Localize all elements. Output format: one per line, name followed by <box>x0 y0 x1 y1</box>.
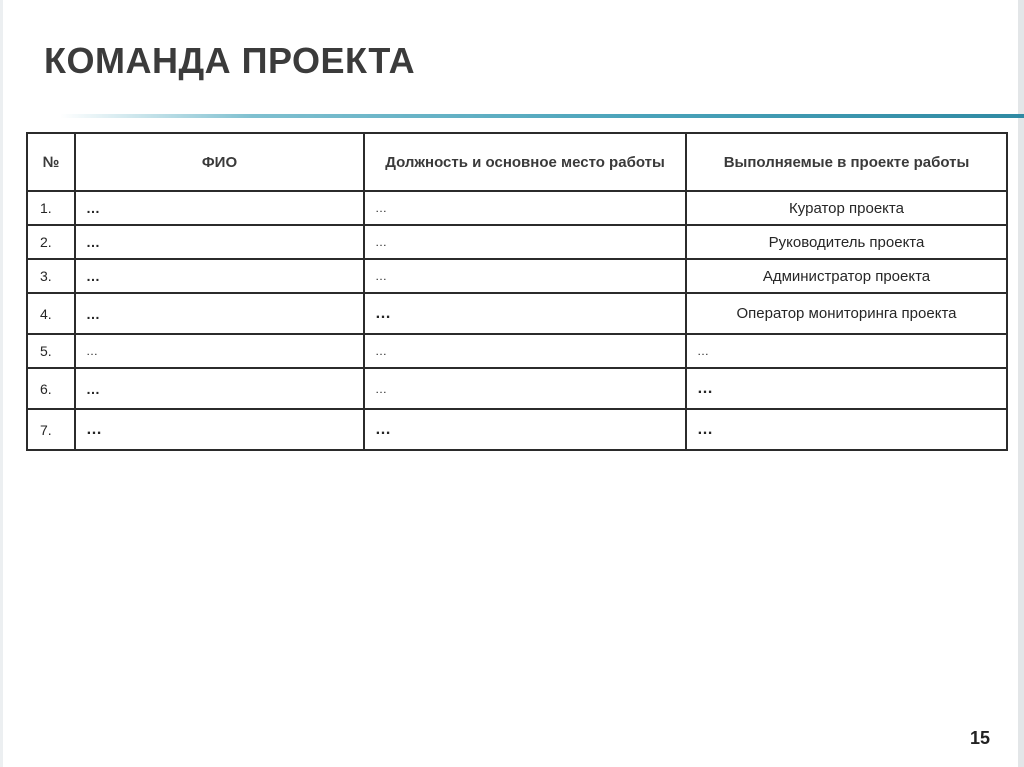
row-fio: … <box>75 368 364 409</box>
table-row <box>27 368 1007 409</box>
table-row <box>27 293 1007 334</box>
table-header-row <box>27 133 1007 191</box>
table-row <box>27 191 1007 225</box>
row-work: Администратор проекта <box>686 259 1007 293</box>
row-position: … <box>364 191 686 225</box>
row-fio: … <box>75 259 364 293</box>
row-work: Руководитель проекта <box>686 225 1007 259</box>
page-number: 15 <box>970 728 991 748</box>
project-team-table <box>26 132 1008 451</box>
header-work: Выполняемые в проекте работы <box>686 133 1007 191</box>
row-number: 1. <box>27 191 75 225</box>
row-position: … <box>364 225 686 259</box>
table-row <box>27 259 1007 293</box>
table-row <box>27 409 1007 450</box>
row-fio: … <box>75 409 364 450</box>
header-fio: ФИО <box>75 133 364 191</box>
page-title: КОМАНДА ПРОЕКТА <box>44 40 416 81</box>
row-work: … <box>686 368 1007 409</box>
row-position: … <box>364 409 686 450</box>
row-fio: … <box>75 334 364 368</box>
row-position: … <box>364 293 686 334</box>
row-fio: … <box>75 225 364 259</box>
table-row <box>27 334 1007 368</box>
row-number: 2. <box>27 225 75 259</box>
row-work: … <box>686 409 1007 450</box>
header-number: № <box>27 133 75 191</box>
row-fio: … <box>75 293 364 334</box>
slide-left-edge <box>0 0 3 767</box>
row-number: 5. <box>27 334 75 368</box>
row-position: … <box>364 368 686 409</box>
row-work: Куратор проекта <box>686 191 1007 225</box>
row-fio: … <box>75 191 364 225</box>
row-position: … <box>364 259 686 293</box>
header-position: Должность и основное место работы <box>364 133 686 191</box>
table-row <box>27 225 1007 259</box>
row-number: 3. <box>27 259 75 293</box>
row-number: 7. <box>27 409 75 450</box>
row-position: … <box>364 334 686 368</box>
title-underline-rule <box>60 114 1024 118</box>
row-number: 4. <box>27 293 75 334</box>
row-work: … <box>686 334 1007 368</box>
row-number: 6. <box>27 368 75 409</box>
row-work: Оператор мониторинга проекта <box>686 293 1007 334</box>
